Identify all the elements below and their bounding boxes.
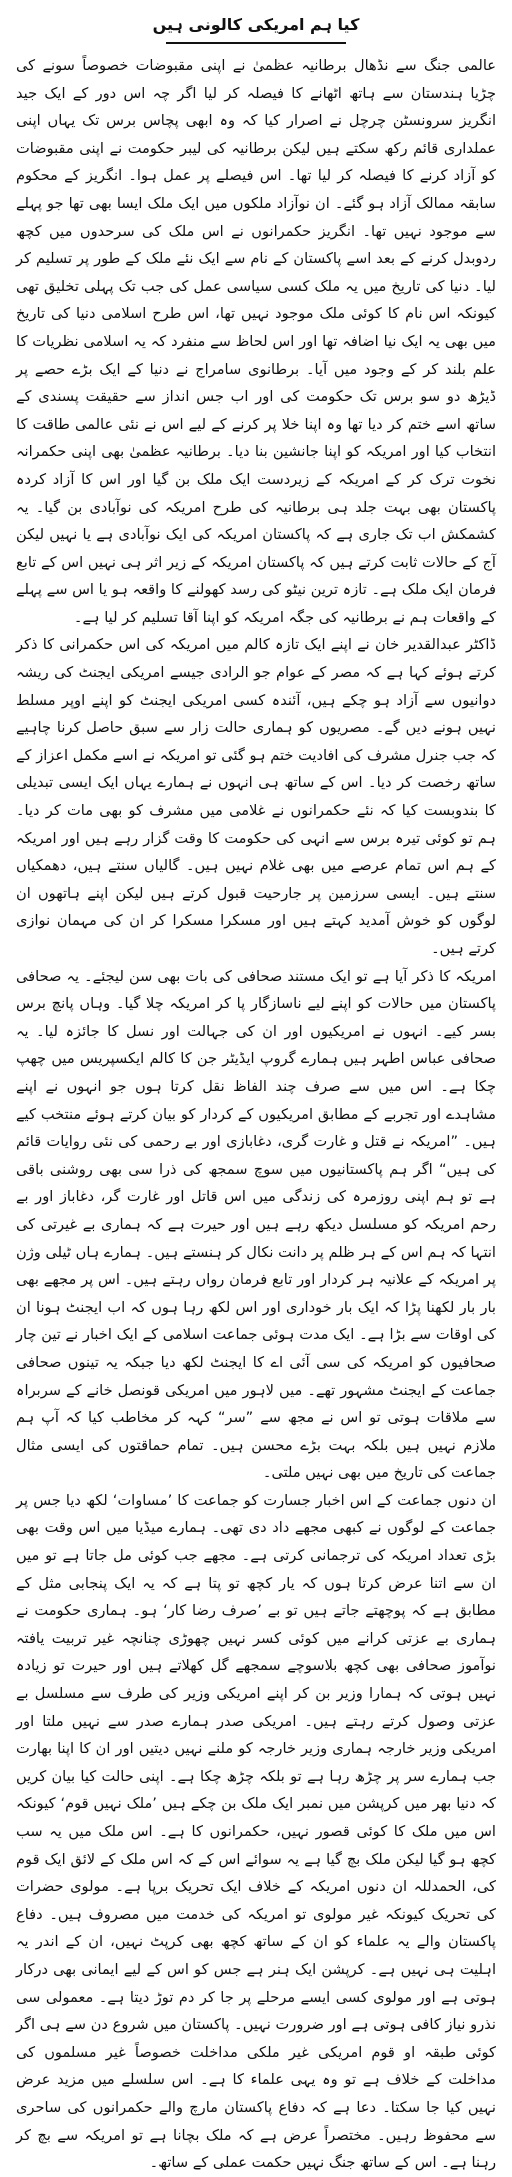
article-paragraph-4: ان دنوں جماعت کے اس اخبار جسارت کو جماعت کا ’مساوات‘ لکھ دیا جس پر جماعت کے لوگوں نے کبھی مجھے داد دی تھی۔ ہمارے میڈیا میں اس وقت بھی بڑی تعداد امریکہ کی ترجمانی کرتی ہے۔ مجھے جب کوئی مل جاتا ہے تو میں ان سے اتنا عرض کرتا ہوں کہ یار کچھ تو پتا ہے کہ یہ ایک پنجابی مثل کے مطابق ہے کہ پوچھتے جاتے ہیں تو بے ’صرف رضا کار‘ ہو۔ ہماری حکومت نے ہماری بے عزتی کرانے میں کوئی کسر نہیں چھوڑی چنانچہ غیر تربیت یافتہ نوآموز صحافی بھی کچھ بلاسوچے سمجھے گل کھلاتے ہیں اور حیرت تو زیادہ نہیں ہوتی کہ ہمارا وزیر بن کر اپنے امریکی وزیر کی طرف سے مسلسل بے عزتی وصول کرتے رہتے ہیں۔ امریکی صدر ہمارے صدر سے نہیں ملتا اور امریکی وزیر خارجہ ہماری وزیر خارجہ کو ملنے نہیں دیتیں اور ان کا اپنا بھارت جب ہمارے سر پر چڑھ رہا ہے تو بلکہ چڑھ چکا ہے۔ اپنی حالت کیا بیان کریں کہ دنیا بھر میں کرپشن میں نمبر ایک ملک بن چکے ہیں ’ملک نہیں قوم‘ کیونکہ اس میں ملک کا کوئی قصور نہیں، حکمرانوں کا ہے۔ اس ملک میں یہ سب کچھ ہو گیا لیکن ملک بچ گیا ہے یہ سوائے اس کے کہ اس ملک کے لائق ایک قوم کی، الحمدللہ ان دنوں امریکہ کے خلاف ایک تحریک برپا ہے۔ مولوی حضرات کی تحریک کیونکہ غیر مولوی تو امریکہ کی خدمت میں مصروف ہیں۔ دفاع پاکستان والے یہ علماء کو ان کے ساتھ کچھ بھی کرپٹ نہیں، ان کے اندر یہ اہلیت ہی نہیں ہے۔ کرپشن ایک ہنر ہے جس کو اس کے لیے ایمانی بھی درکار ہوتی ہے اور مولوی کسی ایسے مرحلے پر جا کر دم توڑ دیتا ہے۔ معمولی سی نذرو نیاز کافی ہوتی ہے اور ضرورت نہیں۔ پاکستان میں شروع دن سے ہی اگر کوئی طبقہ او قوم امریکی غیر ملکی مداخلت خصوصاً غیر مسلموں کی مداخلت کے خلاف ہے تو وہ یہی علماء کا ہے۔ اس سلسلے میں مزید عرض نہیں کیا جا سکتا۔ دعا ہے کہ دفاع پاکستان مارچ والے حکمرانوں کی ساحری سے محفوظ رہیں۔ مختصراً عرض ہے کہ ملک بچانا ہے تو امریکہ سے بچ کر رہنا ہے۔ اس کے ساتھ جنگ نہیں حکمت عملی کے ساتھ۔ (16, 1491, 496, 2172)
article-body (16, 52, 496, 2177)
article-title: کیا ہم امریکی کالونی ہیں (152, 15, 360, 34)
article-paragraph-2: ڈاکٹر عبدالقدیر خان نے اپنے ایک تازہ کالم میں امریکہ کی اس حکمرانی کا ذکر کرتے ہوئے کہا ہے کہ مصر کے عوام جو الرادی جیسے امریکی ایجنٹ کی ریشہ دوانیوں سے آزاد ہو چکے ہیں، آئندہ کسی امریکی ایجنٹ کو اپنے اوپر مسلط نہیں ہونے دیں گے۔ مصریوں کو ہماری حالت زار سے سبق حاصل کرنا چاہیے کہ جب جنرل مشرف کی افادیت ختم ہو گئی تو امریکہ نے اسے مکمل اعزاز کے ساتھ رخصت کر دیا۔ اس کے ساتھ ہی انہوں نے ہمارے یہاں ایک ایسی تبدیلی کا بندوبست کیا کہ نئے حکمرانوں نے غلامی میں مشرف کو بھی مات کر دیا۔ ہم تو کوئی تیرہ برس سے انہی کی حکومت کا وقت گزار رہے ہیں اور امریکہ کے ہم اس تمام عرصے میں بھی غلام نہیں ہیں۔ گالیاں سنتے ہیں، دھمکیاں سنتے ہیں۔ ایسی سرزمین پر جارحیت قبول کرتے ہیں لیکن اپنے ہاتھوں ان لوگوں کو خوش آمدید کہتے ہیں اور مسکرا مسکرا کر ان کی مہمان نوازی کرتے ہیں۔ (16, 636, 496, 957)
title-underline (166, 42, 346, 44)
article-paragraph-1: عالمی جنگ سے نڈھال برطانیہ عظمیٰ نے اپنی مقبوضات خصوصاً سونے کی چڑیا ہندستان سے ہاتھ اٹھانے کا فیصلہ کر لیا اگر چہ اس دور کے ایک جید انگریز سرونسٹن چرچل نے اصرار کیا کہ وہ ابھی پچاس برس تک یہاں اپنی عملداری قائم رکھ سکتے ہیں لیکن برطانیہ کی لیبر حکومت نے اپنی مقبوضات کو آزاد کرنے کا فیصلہ کر لیا تھا۔ اس فیصلے پر عمل ہوا۔ انگریز کے محکوم سابقہ ممالک آزاد ہو گئے۔ ان نوآزاد ملکوں میں ایک ملک ایسا بھی تھا جو پہلے سے موجود نہیں تھا۔ انگریز حکمرانوں نے اس ملک کی سرحدوں میں کچھ ردوبدل کرنے کے بعد اسے پاکستان کے نام سے ایک نئے ملک کے طور پر تسلیم کر لیا۔ دنیا کی تاریخ میں یہ ملک کسی سیاسی عمل کی جب تک پہلی تخلیق تھی کیونکہ اس نام کا کوئی ملک موجود نہیں تھا، اس طرح اسلامی دنیا کی تاریخ میں بھی یہ ایک نیا اضافہ تھا اور اس لحاظ سے منفرد کہ یہ اسلامی نظریات کا علم بلند کر کے وجود میں آیا۔ برطانوی سامراج نے دنیا کے ایک بڑے حصے پر ڈیڑھ دو سو برس تک حکومت کی اور اب جس انداز سے حقیقت پسندی کے ساتھ اسے ختم کر دیا تھا وہ اپنا خلا پر کرنے کے لیے اس نے نئی عالمی طاقت کا انتخاب کیا اور امریکہ کو اپنا جانشین بنا دیا۔ برطانیہ عظمیٰ بھی اپنی حکمرانہ نخوت ترک کر کے امریکہ کے زیردست ایک ملک بن گیا اور اس کا آزاد کردہ پاکستان بھی بہت جلد ہی برطانیہ کی طرح امریکہ کی نوآبادی بن گیا۔ یہ کشمکش اب تک جاری ہے کہ پاکستان امریکہ کی ایک نوآبادی ہے یا نہیں لیکن آج کے حالات ثابت کرتے ہیں کہ پاکستان امریکہ کے زیر اثر ہی نہیں اس کے تابع فرمان ایک ملک ہے۔ تازہ ترین نیٹو کی رسد کھولنے کا واقعہ ہو یا اس سے پہلے کے واقعات ہم نے برطانیہ کی جگہ امریکہ کو اپنا آقا تسلیم کر لیا ہے۔ (16, 57, 496, 626)
article-paragraph-3: امریکہ کا ذکر آیا ہے تو ایک مستند صحافی کی بات بھی سن لیجئے۔ یہ صحافی پاکستان میں حالات کو اپنے لیے ناسازگار پا کر امریکہ چلا گیا۔ وہاں پانچ برس بسر کیے۔ انہوں نے امریکیوں اور ان کی جہالت اور نسل کا جائزہ لیا۔ یہ صحافی عباس اطہر ہیں ہمارے گروپ ایڈیٹر جن کا کالم ایکسپریس میں چھپ چکا ہے۔ اس میں سے صرف چند الفاظ نقل کرتا ہوں جو انہوں نے اپنے مشاہدے اور تجربے کے مطابق امریکیوں کے کردار کو بیان کرتے ہوئے منتخب کیے ہیں۔ ”امریکہ نے قتل و غارت گری، دغابازی اور بے رحمی کی نئی روایات قائم کی ہیں“ اگر ہم پاکستانیوں میں سوچ سمجھ کی ذرا سی بھی روشنی باقی ہے تو ہم اپنی روزمرہ کی زندگی میں اس قاتل اور غارت گر، دغاباز اور بے رحم امریکہ کو مسلسل دیکھ رہے ہیں اور حیرت ہے کہ ہماری بے غیرتی کی انتہا کہ ہم اس کے ہر ظلم پر دانت نکال کر ہنستے ہیں۔ ہمارے ہاں ٹیلی وژن پر امریکہ کے علانیہ ہر کردار اور تابع فرمان رواں رہتے ہیں۔ اس پر مجھے بھی بار بار لکھنا پڑا کہ ایک بار خوداری اور اس لکھ رہا ہوں کہ اب ایجنٹ ہونا ان کی اوقات سے بڑا ہے۔ ایک مدت ہوئی جماعت اسلامی کے ایک اخبار نے تین چار صحافیوں کو امریکہ کی سی آئی اے کا ایجنٹ لکھ دیا جبکہ یہ تینوں صحافی جماعت کے ایجنٹ مشہور تھے۔ میں لاہور میں امریکی قونصل خانے کے سربراہ سے ملاقات ہوتی تو اس نے مجھ سے ”سر“ کہہ کر مخاطب کیا کہ آپ ہم ملازم نہیں ہیں بلکہ بہت بڑے محسن ہیں۔ تمام حماقتوں کی ایسی مثال جماعت کی تاریخ میں بھی نہیں ملتی۔ (16, 967, 496, 1482)
